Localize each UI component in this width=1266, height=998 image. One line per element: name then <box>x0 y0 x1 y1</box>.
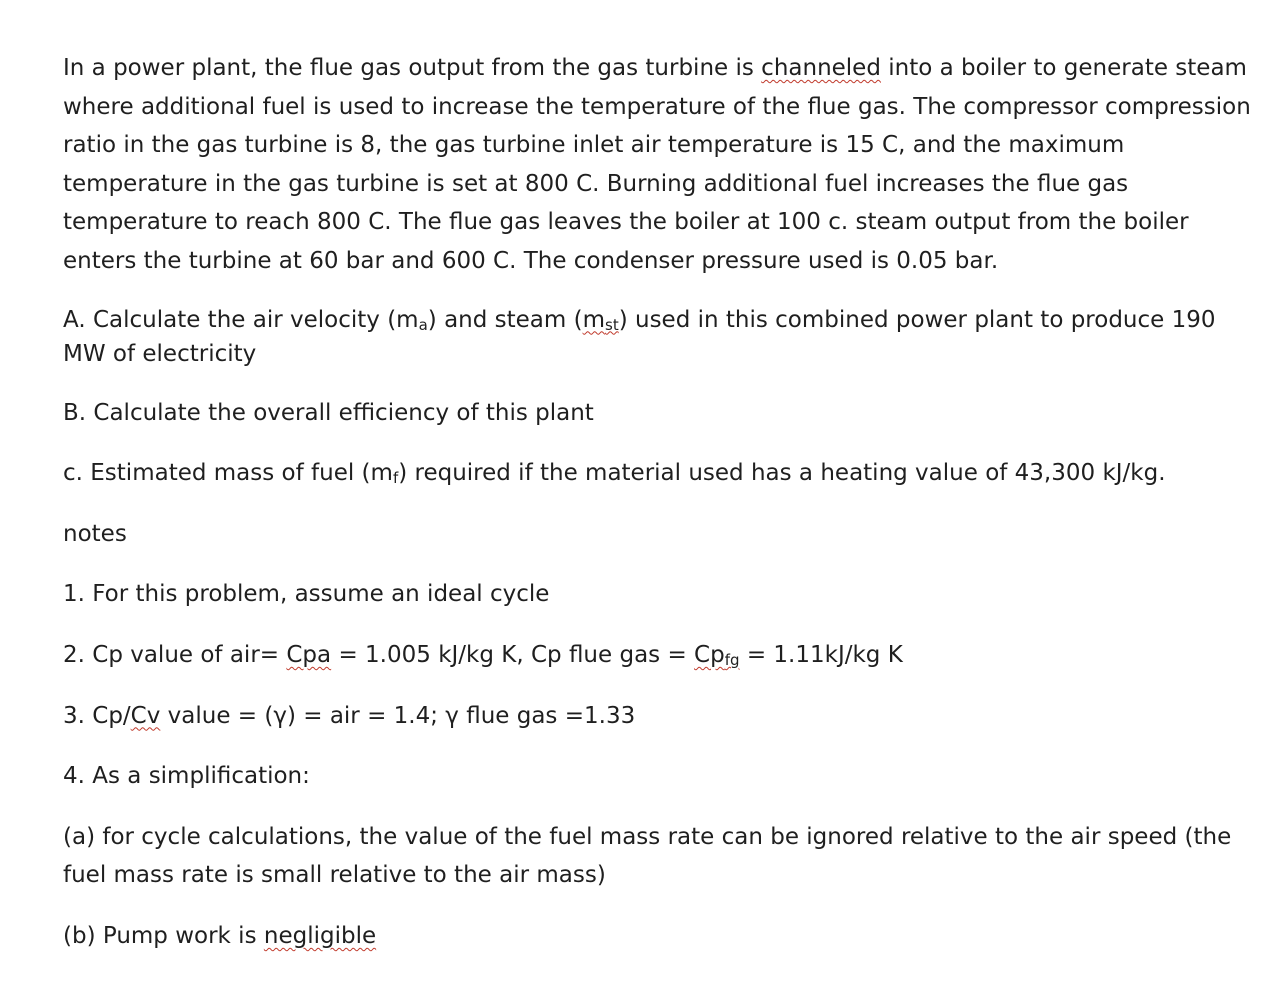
note-1: 1. For this problem, assume an ideal cycle <box>63 581 550 608</box>
note-2: 2. Cp value of air= Cpa = 1.005 kJ/kg K, Cp flue gas = $Cp_{fg} = 1.11kJ/kg$ K <box>63 641 903 669</box>
question-c: c. Estimated mass of fuel $(m_f)$ required if the material used has a heating value of 43,300 kJ/kg. <box>63 460 1166 488</box>
question-b: B. Calculate the overall efficiency of this plant <box>63 399 594 426</box>
notes-heading: notes <box>63 520 127 547</box>
question-a: A. Calculate the air velocity $(m_a)$ and steam $(m_{st})$ used in this combined power plant to produce 190 MW of electricity <box>63 306 1216 367</box>
intro-paragraph: In a power plant, the flue gas output from the gas turbine is channeled into a boiler to generate steam where additional fuel is used to increase the temperature of the flue gas. The compressor compression ratio in the gas turbine is 8, the gas turbine inlet air temperature is 15 C, and the maximum temperature in the gas turbine is set at 800 C. Burning additional fuel increases the flue gas temperature to reach 800 C. The flue gas leaves the boiler at 100 c. steam output from the boiler enters the turbine at 60 bar and 600 C. The condenser pressure used is 0.05 bar. <box>63 55 1251 274</box>
spellcheck-word-cpa[interactable]: Cpa <box>286 641 332 668</box>
note-3: 3. Cp/Cv value = (γ) = air = 1.4; γ flue gas =1.33 <box>63 702 636 729</box>
spellcheck-word-negligible[interactable]: negligible <box>263 922 377 949</box>
spellcheck-word-cv[interactable]: Cv <box>130 702 161 729</box>
spellcheck-word-cpfg[interactable]: $Cp_{fg}$ <box>694 641 740 669</box>
spellcheck-word-channeled[interactable]: channeled <box>761 55 881 81</box>
subscript-f: f <box>392 469 399 488</box>
note-4b: (b) Pump work is negligible <box>63 922 377 949</box>
document-body <box>63 49 1261 956</box>
spellcheck-word-mst[interactable]: $m_{st}$ <box>582 306 619 334</box>
note-4a: (a) for cycle calculations, the value of the fuel mass rate can be ignored relative to the air speed (the fuel mass rate is small relative to the air mass) <box>63 823 1232 889</box>
note-4: 4. As a simplification: <box>63 763 310 790</box>
subscript-a: a <box>418 315 428 334</box>
